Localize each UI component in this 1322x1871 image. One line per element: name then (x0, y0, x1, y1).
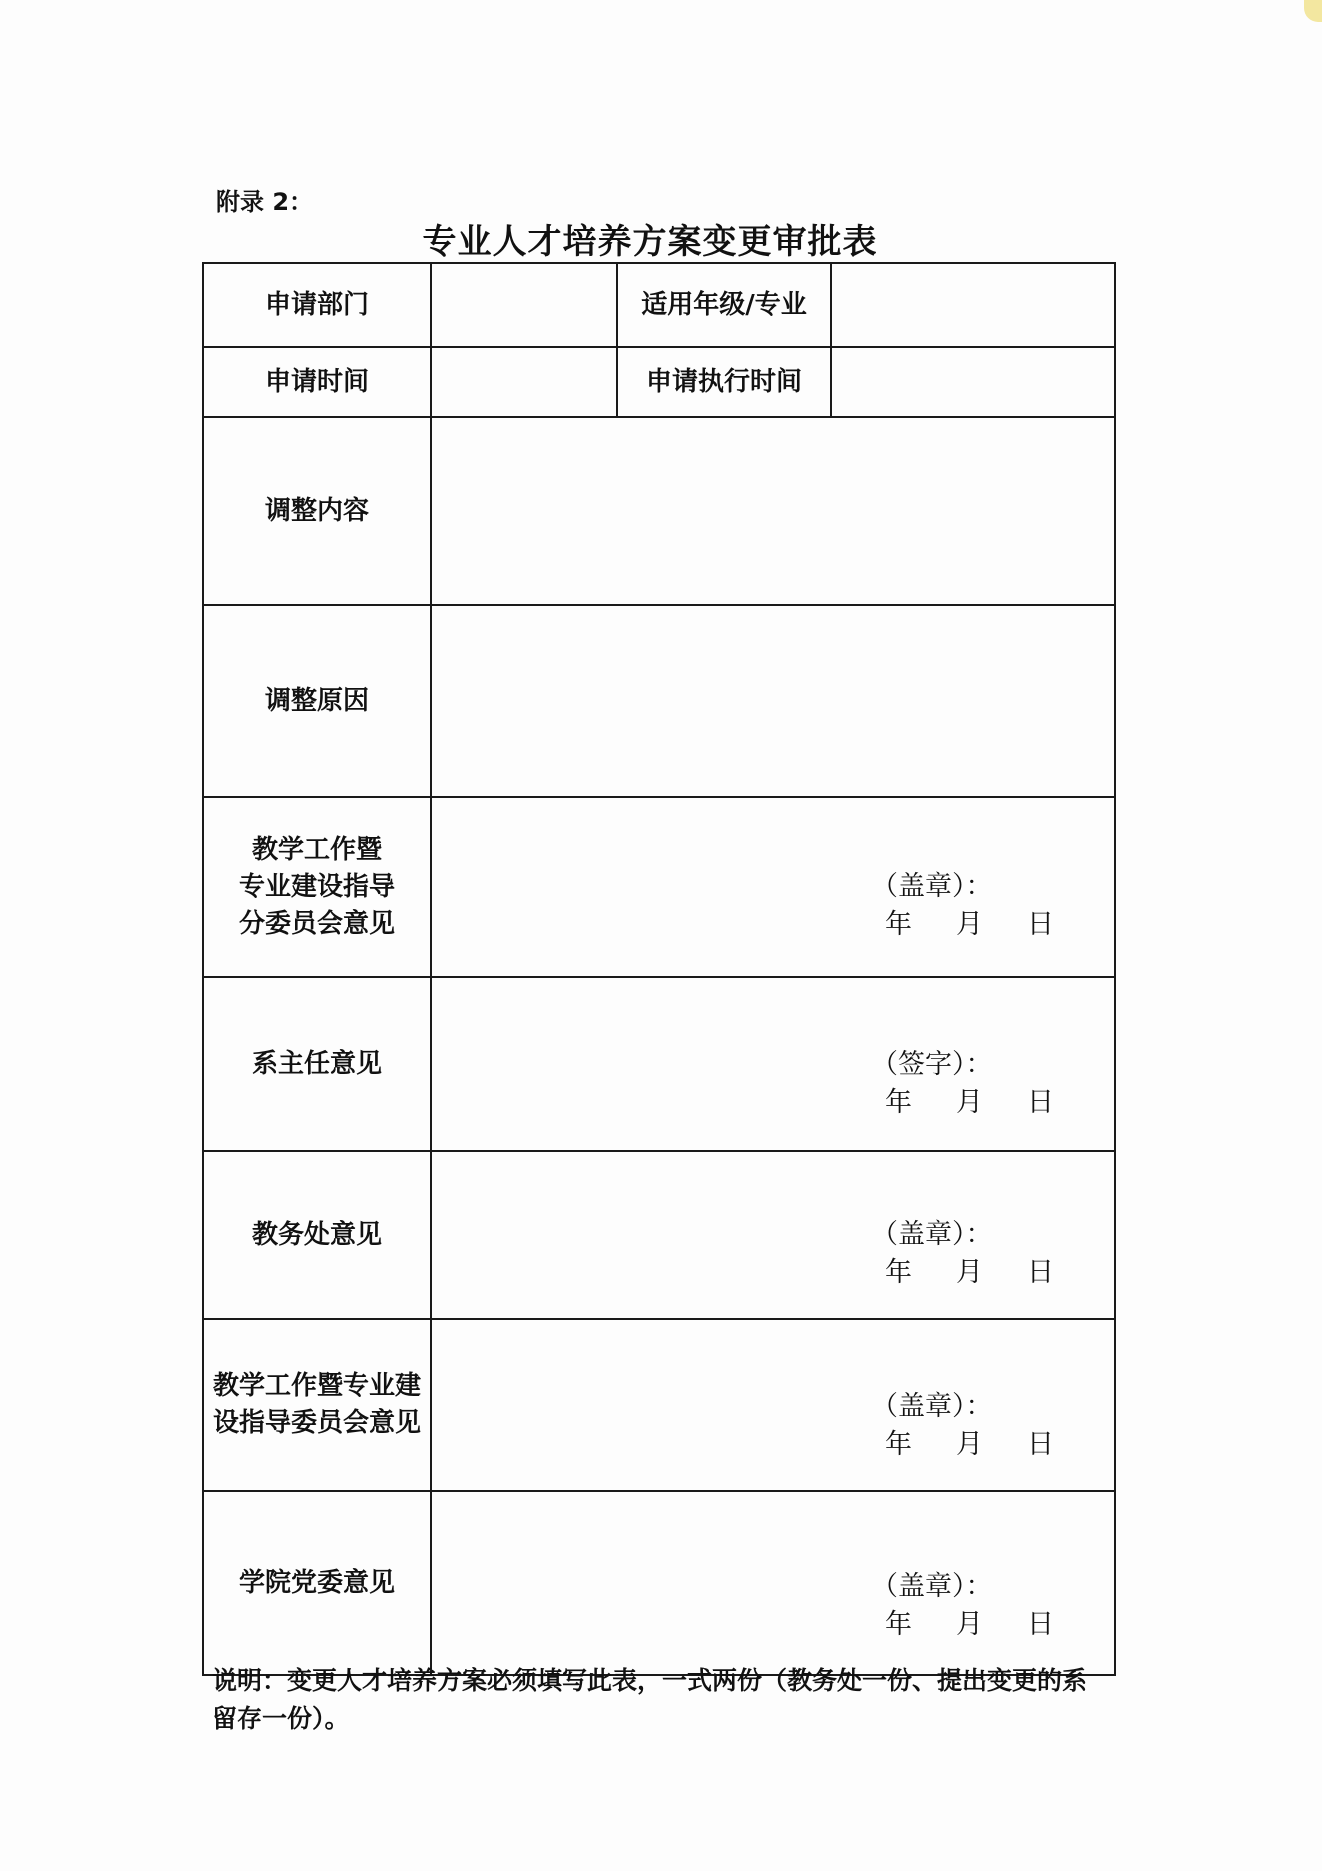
exec-time-field[interactable] (831, 347, 1115, 417)
form-row-reason (203, 605, 1115, 797)
month-label: 月 (956, 1609, 983, 1640)
apply-time-field[interactable] (431, 347, 617, 417)
date-line (885, 906, 1054, 944)
seal-date-block (871, 868, 1054, 944)
dept-label: 申请部门 (203, 263, 431, 347)
day-label: 日 (1027, 1429, 1054, 1460)
seal-date-block (871, 1388, 1054, 1464)
year-label: 年 (885, 909, 912, 940)
form-note (212, 1662, 1120, 1738)
sub-committee-label-line-2: 专业建设指导 (238, 871, 395, 902)
form-row-dept (203, 263, 1115, 347)
seal-label: （盖章）： (871, 871, 993, 902)
corner-sticky-note (1304, 0, 1322, 22)
seal-label: （盖章）： (871, 1571, 993, 1602)
note-line-1: 说明：变更人才培养方案必须填写此表，一式两份（教务处一份、提出变更的系 (212, 1666, 1088, 1695)
date-line (885, 1254, 1054, 1292)
month-label: 月 (956, 909, 983, 940)
dept-head-field[interactable] (431, 977, 1115, 1151)
date-line (885, 1084, 1054, 1122)
academic-office-label: 教务处意见 (203, 1151, 431, 1319)
month-label: 月 (956, 1087, 983, 1118)
day-label: 日 (1027, 1257, 1054, 1288)
form-row-dept-head (203, 977, 1115, 1151)
content-field[interactable] (431, 417, 1115, 605)
day-label: 日 (1027, 1087, 1054, 1118)
committee-field[interactable] (431, 1319, 1115, 1491)
year-label: 年 (885, 1429, 912, 1460)
apply-time-label: 申请时间 (203, 347, 431, 417)
month-label: 月 (956, 1257, 983, 1288)
seal-label: （盖章）： (871, 1391, 993, 1422)
academic-office-field[interactable] (431, 1151, 1115, 1319)
year-label: 年 (885, 1609, 912, 1640)
form-row-party (203, 1491, 1115, 1675)
form-title: 专业人才培养方案变更审批表 (422, 222, 878, 262)
note-line-2: 留存一份）。 (212, 1704, 350, 1733)
sub-committee-label-line-3: 分委员会意见 (238, 908, 395, 939)
seal-date-block (871, 1216, 1054, 1292)
form-row-content (203, 417, 1115, 605)
reason-field[interactable] (431, 605, 1115, 797)
signature-label: （签字）： (871, 1049, 993, 1080)
form-row-committee (203, 1319, 1115, 1491)
form-row-academic-office (203, 1151, 1115, 1319)
party-label: 学院党委意见 (203, 1491, 431, 1675)
year-label: 年 (885, 1087, 912, 1118)
content-label: 调整内容 (203, 417, 431, 605)
year-label: 年 (885, 1257, 912, 1288)
committee-label (203, 1319, 431, 1491)
sub-committee-label-line-1: 教学工作暨 (251, 834, 382, 865)
grade-field[interactable] (831, 263, 1115, 347)
day-label: 日 (1027, 909, 1054, 940)
exec-time-label: 申请执行时间 (617, 347, 831, 417)
form-row-sub-committee (203, 797, 1115, 977)
date-line (885, 1426, 1054, 1464)
party-field[interactable] (431, 1491, 1115, 1675)
reason-label: 调整原因 (203, 605, 431, 797)
seal-label: （盖章）： (871, 1219, 993, 1250)
dept-field[interactable] (431, 263, 617, 347)
month-label: 月 (956, 1429, 983, 1460)
date-line (885, 1606, 1054, 1644)
form-row-time (203, 347, 1115, 417)
committee-label-line-1: 教学工作暨专业建 (212, 1371, 421, 1401)
committee-label-line-2: 设指导委员会意见 (212, 1408, 421, 1438)
signature-date-block (871, 1046, 1054, 1122)
grade-label: 适用年级/专业 (617, 263, 831, 347)
sub-committee-label (203, 797, 431, 977)
approval-form-table (202, 262, 1116, 1676)
day-label: 日 (1027, 1609, 1054, 1640)
appendix-label: 附录 2： (216, 188, 314, 216)
dept-head-label: 系主任意见 (203, 977, 431, 1151)
sub-committee-field[interactable] (431, 797, 1115, 977)
seal-date-block (871, 1568, 1054, 1644)
